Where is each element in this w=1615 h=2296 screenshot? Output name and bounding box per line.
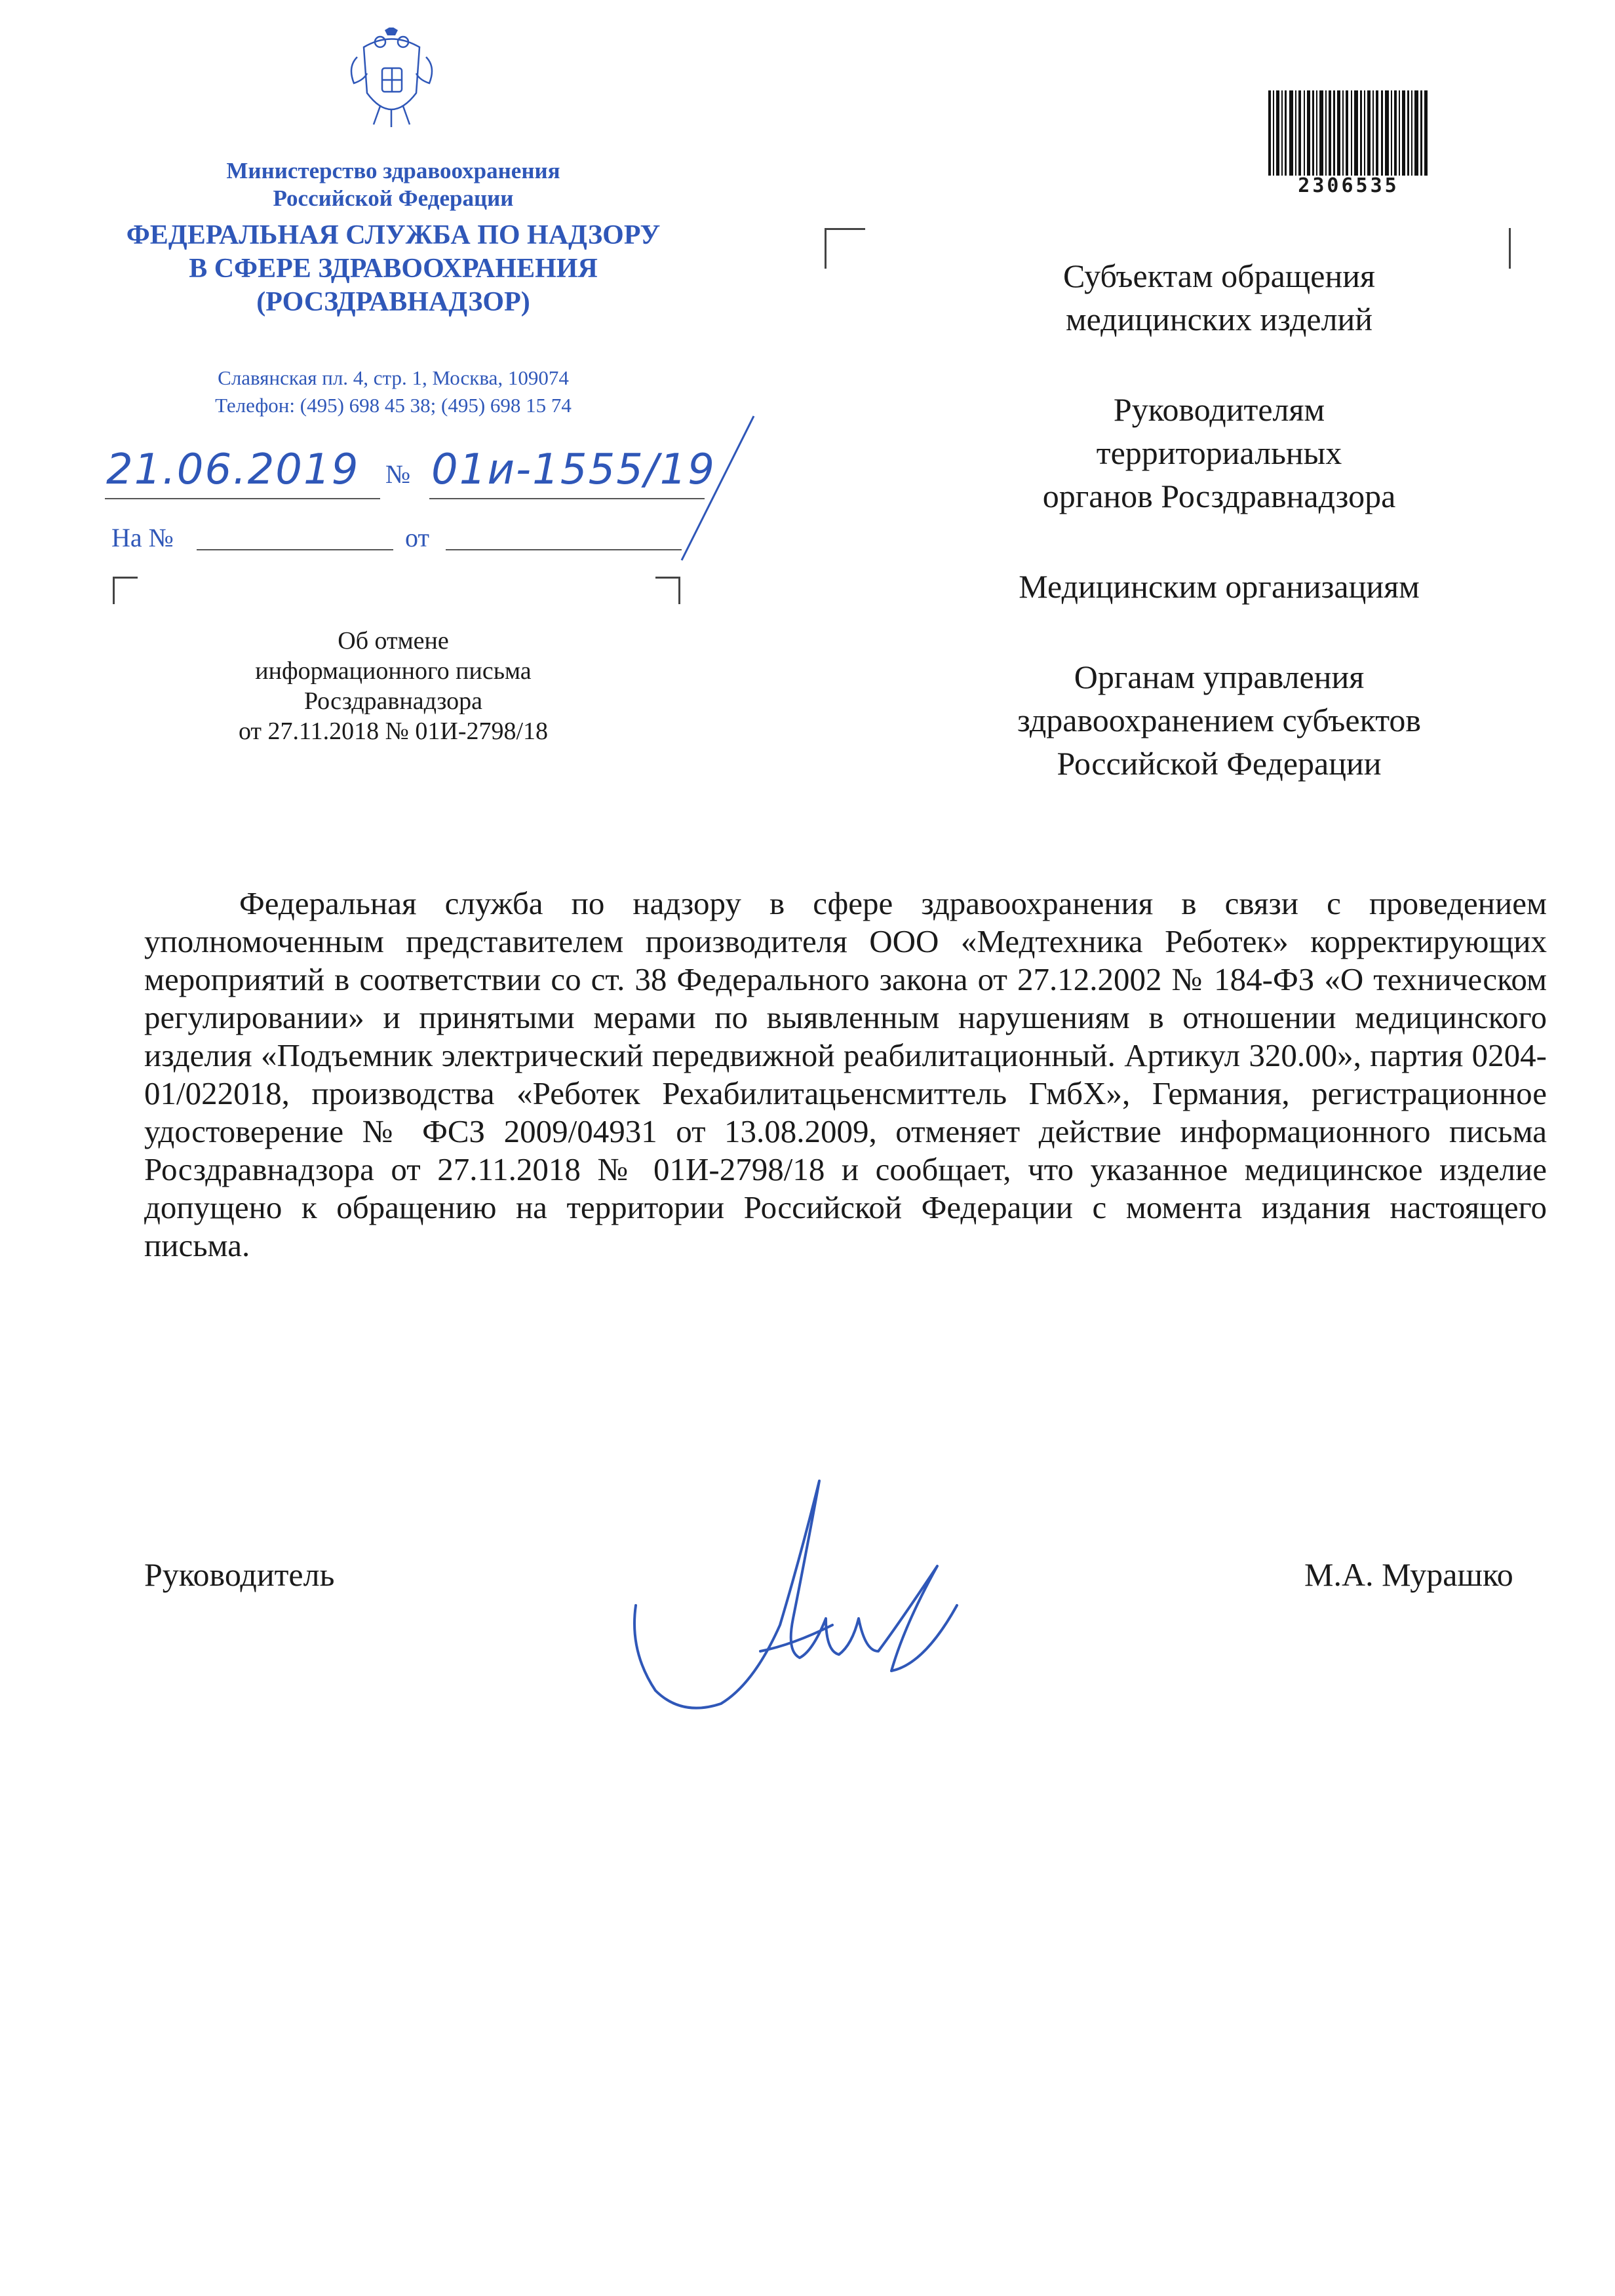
recipient-line: Субъектам обращения: [1063, 258, 1375, 294]
recipients-block: [891, 254, 1547, 785]
service-line-3: (РОСЗДРАВНАДЗОР): [256, 287, 530, 317]
recipient-line: Руководителям: [1113, 391, 1325, 428]
service-address: [131, 364, 655, 419]
barcode-number: 2306535: [1298, 174, 1399, 197]
service-line-1: ФЕДЕРАЛЬНАЯ СЛУЖБА ПО НАДЗОРУ: [126, 220, 661, 250]
reply-date-line: [446, 549, 682, 550]
subject-bracket-right: [655, 577, 680, 579]
phone-line: Телефон: (495) 698 45 38; (495) 698 15 74: [215, 394, 572, 417]
reply-label: На №: [111, 523, 174, 552]
recipient-line: Органам управления: [1074, 659, 1365, 695]
barcode: [1268, 90, 1429, 176]
letter-subject: [164, 626, 623, 746]
reply-number-line: [197, 549, 393, 550]
address-line: Славянская пл. 4, стр. 1, Москва, 109074: [218, 366, 569, 389]
subject-line-2: информационного письма: [255, 657, 532, 685]
recipient-line: Медицинским организациям: [1019, 568, 1420, 605]
registration-slash: [669, 413, 767, 564]
service-name: [98, 219, 688, 319]
russian-coat-of-arms-icon: [344, 28, 439, 132]
subject-line-4: от 27.11.2018 № 01И-2798/18: [238, 718, 549, 745]
service-line-2: В СФЕРЕ ЗДРАВООХРАНЕНИЯ: [189, 254, 598, 284]
subject-line-3: Росздравнадзора: [303, 687, 483, 715]
number-underline: [429, 498, 705, 499]
registration-date: 21.06.2019: [106, 446, 360, 494]
ministry-name: [157, 157, 629, 212]
subject-bracket-left-v: [113, 577, 115, 604]
recipient-line: территориальных: [1096, 434, 1342, 471]
recipient-line: органов Росздравнадзора: [1042, 478, 1396, 514]
recipient-line: Российской Федерации: [1057, 745, 1382, 782]
subject-bracket-right-v: [678, 577, 680, 604]
signatory-title: Руководитель: [144, 1556, 335, 1593]
subject-bracket-left: [113, 577, 138, 579]
recipient-bracket-left-v: [825, 228, 827, 269]
date-underline: [105, 498, 380, 499]
from-label: от: [405, 523, 429, 552]
signatory-name: М.А. Мурашко: [1304, 1556, 1513, 1593]
registration-number-sign: №: [385, 459, 411, 489]
handwritten-signature: [629, 1455, 970, 1730]
registration-number: 01и-1555/19: [431, 446, 716, 494]
recipient-bracket-left: [825, 228, 865, 230]
recipient-line: здравоохранением субъектов: [1017, 702, 1422, 738]
recipient-line: медицинских изделий: [1065, 301, 1373, 337]
letter-body: Федеральная служба по надзору в сфере здравоохранения в связи с проведением уполномоченным представителем производителя ООО «Медтехника Реботек» корректирующих мероприятий в соответствии со ст. 38 Федерального закона от 27.12.2002 № 184-ФЗ «О техническом регулировании» и принятыми мерами по выявленным нарушениям в отношении медицинского изделия «Подъемник электрический передвижной реабилитационный. Артикул 320.00», партия 0204-01/022018, производства «Реботек Рехабилитацьенсмиттель ГмбХ», Германия, регистрационное удостоверение № ФСЗ 2009/04931 от 13.08.2009, отменяет действие информационного письма Росздравнадзора от 27.11.2018 № 01И-2798/18 и сообщает, что указанное медицинское изделие допущено к обращению на территории Российской Федерации с момента издания настоящего письма.: [144, 885, 1547, 1263]
ministry-line-2: Российской Федерации: [273, 185, 514, 211]
ministry-line-1: Министерство здравоохранения: [226, 158, 560, 183]
subject-line-1: Об отмене: [338, 627, 449, 655]
